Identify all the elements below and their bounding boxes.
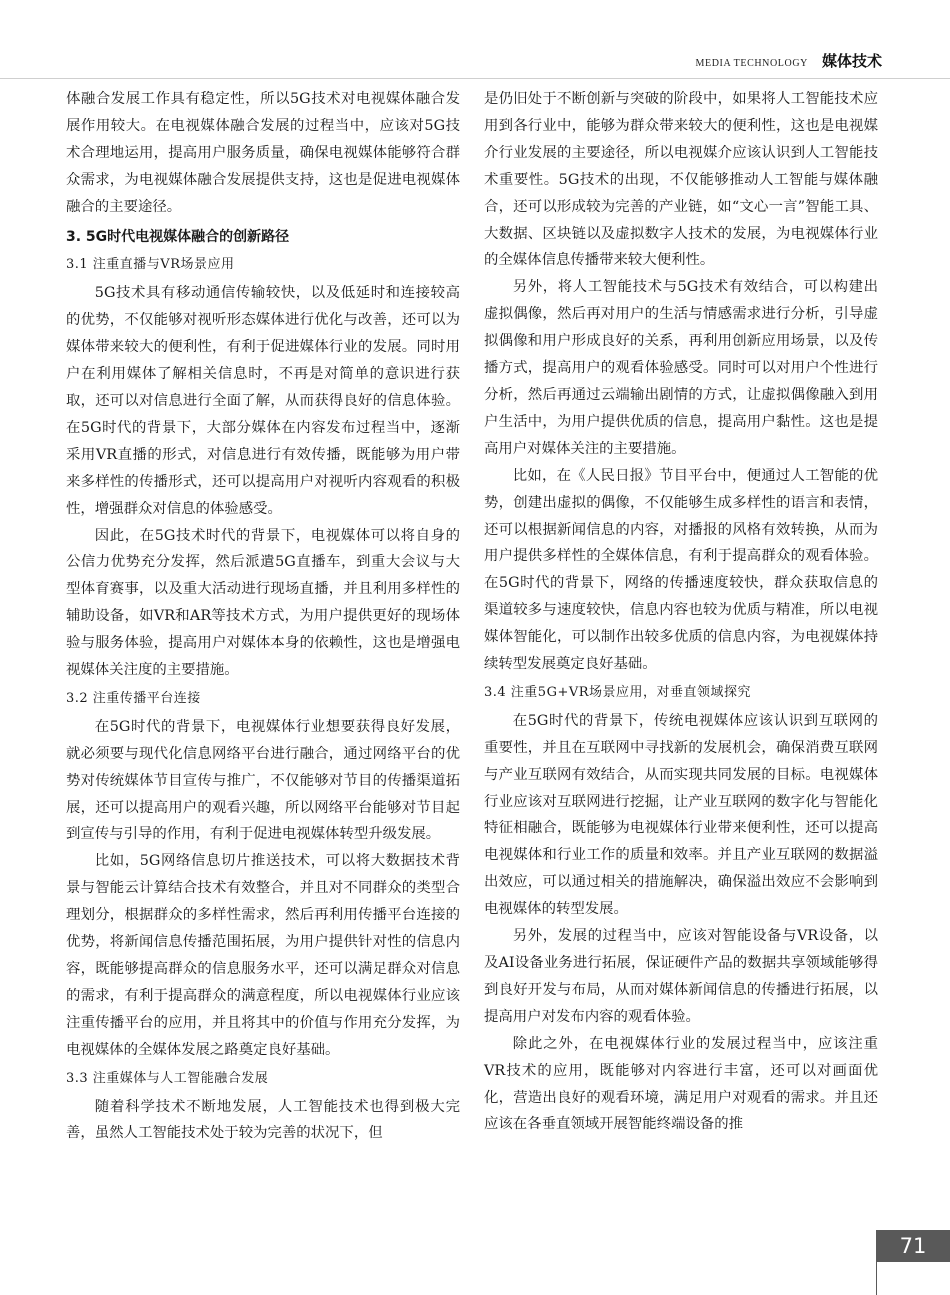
paragraph: 比如，在《人民日报》节目平台中，便通过人工智能的优势，创建出虚拟的偶像，不仅能够生成多样性的语言和表情，还可以根据新闻信息的内容，对播报的风格有效转换，从而为用户提供多样性的全媒体信息，有利于提高群众的观看体验。在5G时代的背景下，网络的传播速度较快，群众获取信息的渠道较多与速度较快，信息内容也较为优质与精准，所以电视媒体智能化，可以制作出较多优质的信息内容，为电视媒体持续转型发展奠定良好基础。	[484, 467, 878, 673]
subsection-heading: 3.2 注重传播平台连接	[66, 690, 201, 706]
page-number: 71	[899, 1234, 927, 1258]
paragraph: 5G技术具有移动通信传输较快，以及低延时和连接较高的优势，不仅能够对视听形态媒体进行优化与改善，还可以为媒体带来较大的便利性，有利于促进媒体行业的发展。同时用户在利用媒体了解相关信息时，不再是对简单的意识进行获取，还可以对信息进行全面了解，从而获得良好的信息体验。在5G时代的背景下，大部分媒体在内容发布过程当中，逐渐采用VR直播的形式，对信息进行有效传播，既能够为用户带来多样性的传播形式，还可以提高用户对视听内容观看的积极性，增强群众对信息的体验感受。	[66, 285, 460, 517]
paragraph: 在5G时代的背景下，传统电视媒体应该认识到互联网的重要性，并且在互联网中寻找新的发展机会，确保消费互联网与产业互联网有效结合，从而实现共同发展的目标。电视媒体行业应该对互联网进行挖掘，让产业互联网的数字化与智能化特征相融合，既能够为电视媒体行业带来便利性，还可以提高电视媒体和行业工作的质量和效率。并且产业互联网的数据溢出效应，可以通过相关的措施解决，确保溢出效应不会影响到电视媒体的转型发展。	[484, 712, 878, 918]
paragraph: 另外，将人工智能技术与5G技术有效结合，可以构建出虚拟偶像，然后再对用户的生活与情感需求进行分析，引导虚拟偶像和用户形成良好的关系，再利用创新应用场景，以及传播方式，提高用户的观看体验感受。同时可以对用户个性进行分析，然后再通过云端输出剧情的方式，让虚拟偶像融入到用户生活中，为用户提供优质的信息，提高用户黏性。这也是提高用户对媒体关注的主要措施。	[484, 279, 878, 457]
paragraph: 随着科学技术不断地发展，人工智能技术也得到极大完善，虽然人工智能技术处于较为完善的状况下，但	[66, 1098, 460, 1142]
right-column	[484, 86, 878, 1138]
header-section-chinese: 媒体技术	[821, 52, 882, 70]
page-number-rule	[876, 1262, 877, 1295]
paragraph: 在5G时代的背景下，电视媒体行业想要获得良好发展，就必须要与现代化信息网络平台进行融合，通过网络平台的优势对传统媒体节目宣传与推广，不仅能够对节目的传播渠道拓展，还可以提高用户的观看兴趣，所以网络平台能够对节目起到宣传与引导的作用，有利于促进电视媒体转型升级发展。	[66, 718, 460, 843]
running-header	[696, 50, 882, 71]
section-heading: 3. 5G时代电视媒体融合的创新路径	[66, 228, 290, 245]
paragraph: 因此，在5G技术时代的背景下，电视媒体可以将自身的公信力优势充分发挥，然后派遣5G直播车，到重大会议与大型体育赛事，以及重大活动进行现场直播，并且利用多样性的辅助设备，如VR和AR等技术方式，为用户提供更好的现场体验与服务体验，提高用户对媒体本身的依赖性，这也是增强电视媒体关注度的主要措施。	[66, 527, 460, 679]
paragraph: 另外，发展的过程当中，应该对智能设备与VR设备，以及AI设备业务进行拓展，保证硬件产品的数据共享领域能够得到良好开发与布局，从而对媒体新闻信息的传播进行拓展，以提高用户对发布内容的观看体验。	[484, 928, 878, 1025]
subsection-heading: 3.1 注重直播与VR场景应用	[66, 257, 235, 273]
paragraph: 是仍旧处于不断创新与突破的阶段中，如果将人工智能技术应用到各行业中，能够为群众带来较大的便利性，这也是电视媒介行业发展的主要途径，所以电视媒介应该认识到人工智能技术重要性。5G技术的出现，不仅能够推动人工智能与媒体融合，还可以形成较为完善的产业链，如“文心一言”智能工具、大数据、区块链以及虚拟数字人技术的发展，为电视媒体行业的全媒体信息传播带来较大便利性。	[484, 91, 878, 269]
paragraph: 体融合发展工作具有稳定性，所以5G技术对电视媒体融合发展作用较大。在电视媒体融合发展的过程当中，应该对5G技术合理地运用，提高用户服务质量，确保电视媒体能够符合群众需求，为电视媒体融合发展提供支持，这也是促进电视媒体融合的主要途径。	[66, 91, 460, 215]
page-number-tab	[876, 1230, 950, 1262]
subsection-heading: 3.4 注重5G+VR场景应用，对垂直领域探究	[484, 684, 752, 700]
subsection-heading: 3.3 注重媒体与人工智能融合发展	[66, 1070, 269, 1086]
paragraph: 比如，5G网络信息切片推送技术，可以将大数据技术背景与智能云计算结合技术有效整合，并且对不同群众的类型合理划分，根据群众的多样性需求，然后再利用传播平台连接的优势，将新闻信息传播范围拓展，为用户提供针对性的信息内容，既能够提高群众的信息服务水平，还可以满足群众对信息的需求，有利于提高群众的满意程度，所以电视媒体行业应该注重传播平台的应用，并且将其中的价值与作用充分发挥，为电视媒体的全媒体发展之路奠定良好基础。	[66, 853, 460, 1058]
left-column	[66, 86, 460, 1147]
paragraph: 除此之外，在电视媒体行业的发展过程当中，应该注重VR技术的应用，既能够对内容进行丰富，还可以对画面优化，营造出良好的观看环境，满足用户对观看的需求。并且还应该在各垂直领域开展智能终端设备的推	[484, 1035, 878, 1133]
header-divider	[0, 78, 950, 79]
header-section-english: MEDIA TECHNOLOGY	[695, 58, 808, 69]
